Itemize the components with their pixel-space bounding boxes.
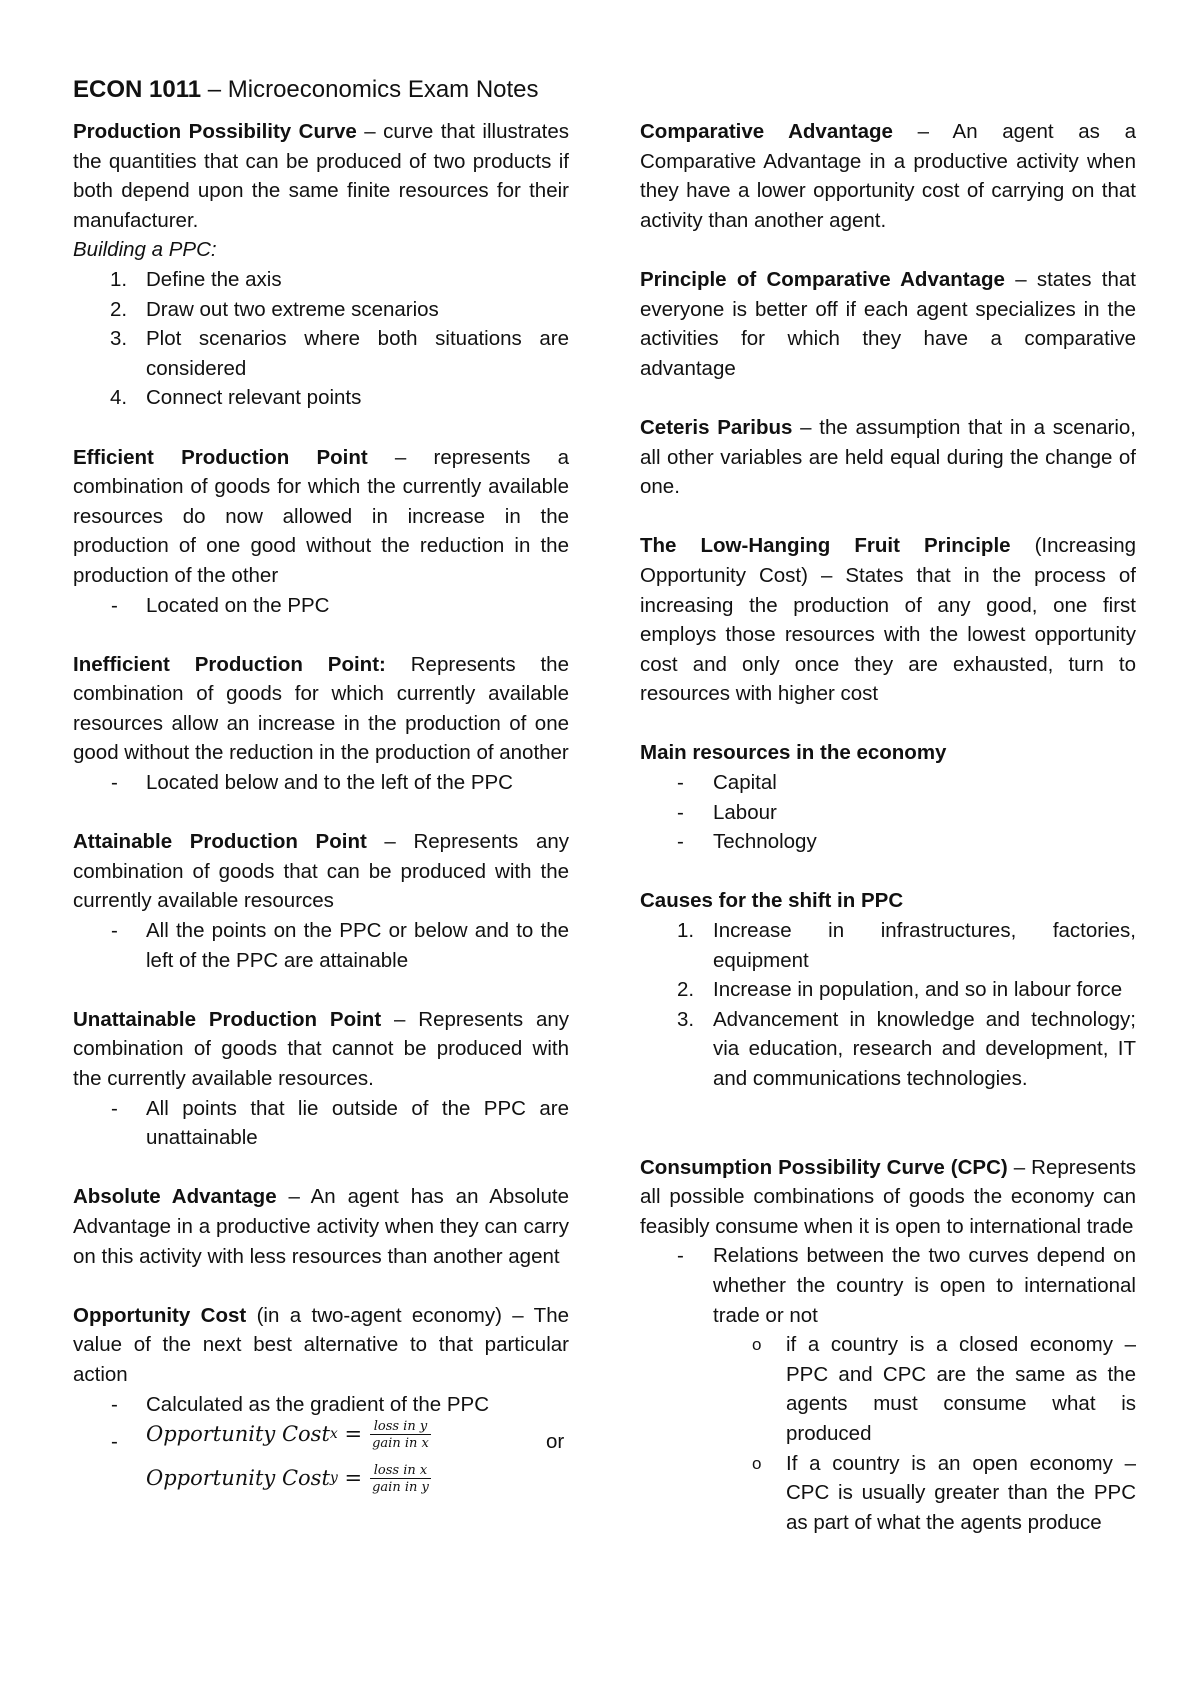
unattainable-text: – Represents any combination of goods that cannot be produced with the currently available resources.	[73, 1007, 569, 1090]
list-item: 2. Increase in population, and so in labour force	[677, 978, 1123, 1002]
bullet-text: Capital	[713, 771, 777, 795]
list-item: - Technology	[677, 830, 817, 854]
fraction-denominator: gain in y	[372, 1480, 429, 1496]
ceteris-text: – the assumption that in a scenario, all other variables are held equal during the change of one.	[640, 415, 1136, 499]
unattainable-section	[73, 1005, 569, 1153]
lowhanging-definition	[640, 531, 1136, 709]
left-column	[73, 117, 569, 1537]
ceteris-section	[640, 413, 1136, 502]
list-item: o If a country is an open economy – CPC is usually greater than the PPC as part of what the agents produce	[752, 1451, 1136, 1534]
cpc-section	[640, 1153, 1136, 1538]
lowhanging-term: The Low-Hanging Fruit Principle	[640, 534, 1011, 558]
comparative-definition	[640, 117, 1136, 235]
course-code: ECON 1011	[73, 76, 202, 103]
ceteris-definition	[640, 413, 1136, 502]
list-item: - Labour	[677, 800, 777, 824]
bullet-text: Technology	[713, 830, 817, 854]
step-text: Define the axis	[146, 267, 282, 291]
efficient-section	[73, 443, 569, 621]
inefficient-section	[73, 650, 569, 798]
opportunity-term: Opportunity Cost	[73, 1303, 247, 1327]
cpc-definition	[640, 1153, 1136, 1242]
lowhanging-text: (Increasing Opportunity Cost) – States that in the process of increasing the production of any good, one first employs those resources with the lowest opportunity cost and only once they are exhausted, turn to resources with higher cost	[640, 534, 1137, 706]
bullet-text: Located on the PPC	[146, 593, 330, 617]
inefficient-definition	[73, 650, 569, 768]
absolute-text: – An agent has an Absolute Advantage in a productive activity when they can carry on this activity with less resources than another agent	[73, 1185, 569, 1268]
course-subject: Microeconomics Exam Notes	[227, 76, 539, 103]
formula-or: or	[546, 1430, 565, 1454]
list-item: 2. Draw out two extreme scenarios	[110, 297, 439, 321]
opportunity-definition	[73, 1301, 569, 1390]
principle-term: Principle of Comparative Advantage	[640, 267, 1005, 291]
formula-y: Opportunity Cost y = $\frac{\text{loss in x}}{\text{gain in y}}$	[146, 1463, 429, 1496]
subbullet-text: If a country is an open economy – CPC is usually greater than the PPC as part of what the agents produce	[786, 1451, 1136, 1534]
fraction-numerator: loss in x	[373, 1463, 428, 1479]
resources-section	[640, 738, 1136, 856]
bullet-text: Calculated as the gradient of the PPC	[146, 1392, 490, 1416]
formula-subscript: y	[329, 1470, 338, 1487]
step-text: Draw out two extreme scenarios	[146, 297, 439, 321]
list-item: - All points that lie outside of the PPC are unattainable	[111, 1096, 569, 1150]
attainable-text: – Represents any combination of goods that can be produced with the currently available resources	[73, 830, 569, 913]
unattainable-definition	[73, 1005, 569, 1094]
comparative-section	[640, 117, 1136, 235]
subbullet-text: if a country is a closed economy – PPC and CPC are the same as the agents must consume what is produced	[786, 1333, 1136, 1445]
inefficient-term: Inefficient Production Point:	[73, 652, 386, 676]
efficient-definition	[73, 443, 569, 591]
formula-subscript: x	[329, 1426, 338, 1443]
attainable-term: Attainable Production Point	[73, 830, 367, 854]
list-item: - Calculated as the gradient of the PPC	[111, 1392, 490, 1416]
right-column	[640, 117, 1136, 1567]
attainable-definition	[73, 827, 569, 916]
principle-section	[640, 265, 1136, 383]
list-item: - Located below and to the left of the PPC	[111, 771, 513, 795]
list-item: - Relations between the two curves depend on whether the country is open to international trade or not	[677, 1244, 1136, 1327]
ceteris-term: Ceteris Paribus	[640, 415, 793, 439]
formula-lhs: Opportunity Cost	[146, 1466, 330, 1491]
lowhanging-section	[640, 531, 1136, 709]
fraction	[370, 1463, 431, 1495]
bullet-text: All points that lie outside of the PPC are unattainable	[146, 1096, 569, 1150]
formula-x: Opportunity Cost x = $\frac{\text{loss in y}}{\text{gain in x}}$	[146, 1419, 429, 1452]
list-item: 3. Advancement in knowledge and technology; via education, research and development, IT and communications technologies.	[677, 1007, 1136, 1090]
list-item: 4. Connect relevant points	[110, 386, 362, 410]
absolute-definition	[73, 1182, 569, 1271]
bullet-text: Labour	[713, 800, 777, 824]
formula-lhs: Opportunity Cost	[146, 1422, 330, 1447]
step-text: Plot scenarios where both situations are considered	[146, 327, 569, 380]
list-item: 1. Increase in infrastructures, factories, equipment	[677, 919, 1136, 972]
list-item: - Located on the PPC	[111, 593, 330, 617]
ppc-section	[73, 117, 569, 413]
list-item: - All the points on the PPC or below and to the left of the PPC are attainable	[111, 919, 569, 972]
bullet-text: Relations between the two curves depend on whether the country is open to international trade or not	[713, 1244, 1136, 1327]
opportunity-text: (in a two-agent economy) – The value of the next best alternative to that particular action	[73, 1303, 569, 1386]
absolute-term: Absolute Advantage	[73, 1185, 277, 1209]
shift-section	[640, 886, 1136, 1093]
principle-definition	[640, 265, 1136, 383]
step-text: Increase in population, and so in labour force	[713, 978, 1123, 1002]
formula-x-row: - Opportunity Cost x = $\frac{\text{loss in y}}{\text{gain in x}}$ or	[73, 1419, 569, 1463]
ppc-term: Production Possibility Curve	[73, 120, 357, 143]
shift-heading: Causes for the shift in PPC	[640, 889, 904, 913]
ppc-definition	[73, 117, 569, 235]
cpc-term: Consumption Possibility Curve (CPC)	[640, 1155, 1008, 1179]
resources-heading: Main resources in the economy	[640, 741, 947, 765]
opportunity-section	[73, 1301, 569, 1507]
list-item: - Capital	[677, 771, 777, 795]
step-text: Advancement in knowledge and technology; via education, research and development, IT and communications technologies.	[713, 1007, 1136, 1090]
title-separator: –	[201, 76, 228, 103]
bullet-text: All the points on the PPC or below and to the left of the PPC are attainable	[146, 919, 569, 972]
ppc-subheading: Building a PPC:	[73, 238, 217, 262]
comparative-text: – An agent as a Comparative Advantage in a productive activity when they have a lower opportunity cost of carrying on that activity than another agent.	[640, 120, 1136, 232]
bullet-text: Located below and to the left of the PPC	[146, 771, 513, 795]
step-text: Increase in infrastructures, factories, equipment	[713, 919, 1136, 972]
ppc-text: – curve that illustrates the quantities that can be produced of two products if both depend upon the same finite resources for their manufacturer.	[73, 120, 569, 232]
comparative-term: Comparative Advantage	[640, 120, 893, 143]
list-item: 1. Define the axis	[110, 267, 282, 291]
cpc-text: – Represents all possible combinations of goods the economy can feasibly consume when it is open to international trade	[640, 1155, 1137, 1238]
principle-text: – states that everyone is better off if each agent specializes in the activities for which they have a comparative advantage	[640, 267, 1136, 380]
fraction-denominator: gain in x	[372, 1436, 429, 1452]
absolute-section	[73, 1182, 569, 1271]
step-text: Connect relevant points	[146, 386, 362, 410]
fraction-numerator: loss in y	[373, 1419, 428, 1435]
formula-y-row	[73, 1463, 569, 1507]
list-item: 3. Plot scenarios where both situations are considered	[110, 327, 569, 380]
fraction	[370, 1419, 431, 1451]
list-item: o if a country is a closed economy – PPC and CPC are the same as the agents must consume what is produced	[752, 1333, 1136, 1445]
efficient-term: Efficient Production Point	[73, 445, 368, 469]
page-title	[73, 74, 539, 106]
attainable-section	[73, 827, 569, 975]
inefficient-text: Represents the combination of goods for which currently available resources allow an increase in the production of one good without the reduction in the production of another	[73, 652, 569, 765]
unattainable-term: Unattainable Production Point	[73, 1007, 382, 1031]
efficient-text: – represents a combination of goods for which the currently available resources do now allowed in increase in the production of one good without the reduction in the production of the other	[73, 445, 569, 587]
